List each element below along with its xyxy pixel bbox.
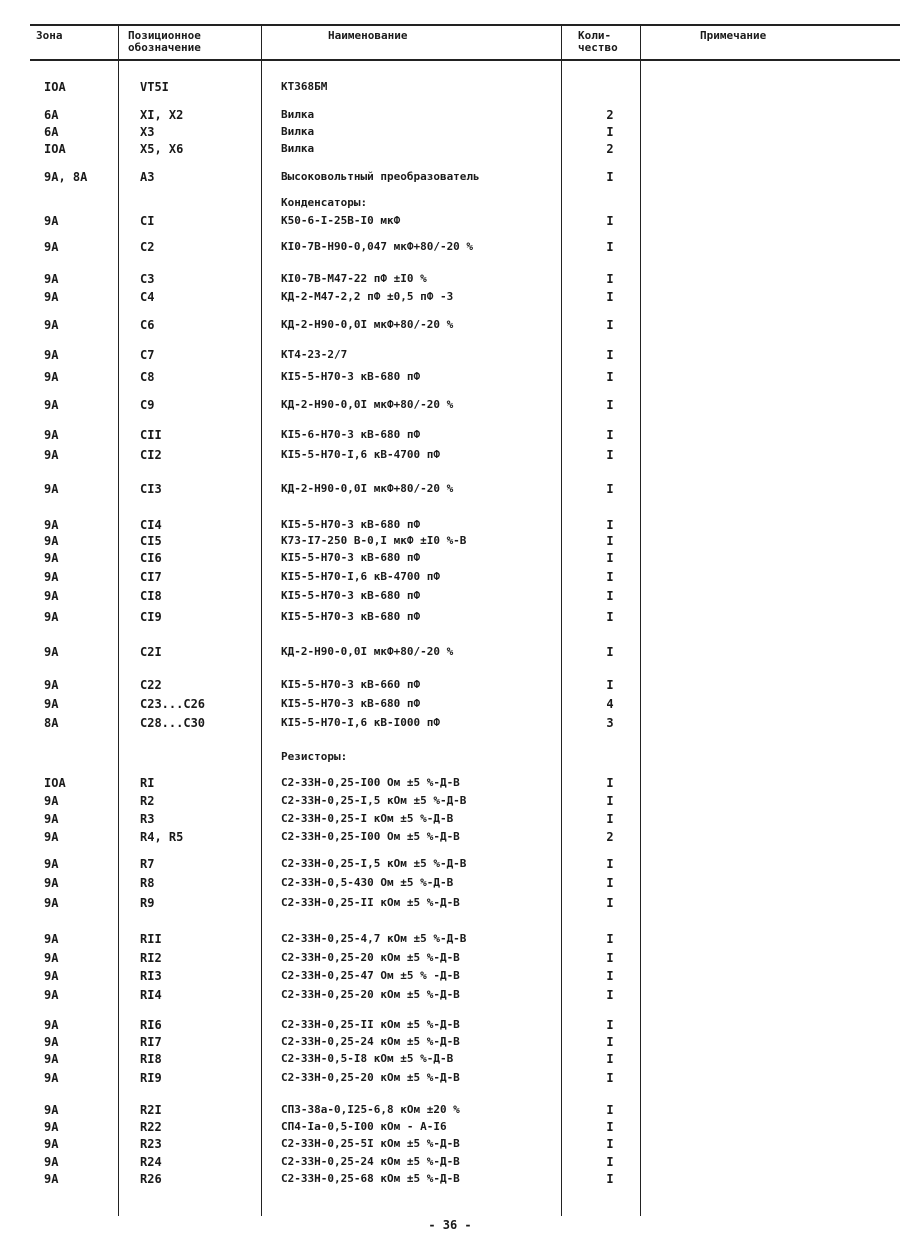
qty-cell: I <box>606 1052 614 1066</box>
section-capacitors: Конденсаторы: <box>281 196 368 209</box>
qty-cell: I <box>606 988 614 1002</box>
position-cell: CI8 <box>140 589 162 603</box>
table-row <box>0 589 900 607</box>
name-cell: C2-33H-0,25-20 кОм ±5 %-Д-B <box>281 951 460 964</box>
zone-cell: IOA <box>44 776 66 790</box>
qty-cell: I <box>606 610 614 624</box>
position-cell: RI6 <box>140 1018 162 1032</box>
zone-cell: 9A <box>44 645 59 659</box>
table-row <box>0 1120 900 1138</box>
qty-cell: I <box>606 448 614 462</box>
position-cell: CI5 <box>140 534 162 548</box>
qty-cell: 2 <box>606 830 614 844</box>
table-row <box>0 830 900 848</box>
table-row <box>0 448 900 466</box>
position-cell: CI4 <box>140 518 162 532</box>
table-row <box>0 645 900 663</box>
position-cell: X3 <box>140 125 155 139</box>
name-cell: KI5-5-H70-3 кВ-680 пФ <box>281 610 421 623</box>
position-cell: R2 <box>140 794 155 808</box>
position-cell: CII <box>140 428 162 442</box>
position-cell: C9 <box>140 398 155 412</box>
qty-cell: I <box>606 794 614 808</box>
position-cell: CI2 <box>140 448 162 462</box>
qty-cell: I <box>606 1071 614 1085</box>
qty-cell: I <box>606 1018 614 1032</box>
zone-cell: 9A <box>44 610 59 624</box>
qty-cell: I <box>606 272 614 286</box>
name-cell: C2-33H-0,25-I00 Ом ±5 %-Д-B <box>281 830 460 843</box>
name-cell: C2-33H-0,25-24 кОм ±5 %-Д-B <box>281 1155 460 1168</box>
name-cell: KI0-7B-M47-22 пФ ±I0 % <box>281 272 427 285</box>
zone-cell: 9A <box>44 812 59 826</box>
zone-cell: 9A <box>44 1155 59 1169</box>
table-row <box>0 1035 900 1053</box>
zone-cell: 9A <box>44 589 59 603</box>
table-row <box>0 482 900 500</box>
qty-cell: 2 <box>606 142 614 156</box>
position-cell: A3 <box>140 170 155 184</box>
name-cell: C2-33H-0,25-I кОм ±5 %-Д-B <box>281 812 454 825</box>
qty-cell: I <box>606 290 614 304</box>
table-top-border <box>30 24 900 26</box>
qty-cell: I <box>606 857 614 871</box>
zone-cell: 9A <box>44 1120 59 1134</box>
table-row <box>0 370 900 388</box>
position-cell: R8 <box>140 876 155 890</box>
qty-cell: I <box>606 876 614 890</box>
name-cell: KД-2-H90-0,0I мкФ+80/-20 % <box>281 482 454 495</box>
table-row <box>0 570 900 588</box>
position-cell: C28...C30 <box>140 716 206 730</box>
zone-cell: 9A <box>44 678 59 692</box>
qty-cell: I <box>606 1172 614 1186</box>
table-row <box>0 610 900 628</box>
header-name: Наименование <box>328 29 408 42</box>
qty-cell: I <box>606 969 614 983</box>
position-cell: R2I <box>140 1103 162 1117</box>
zone-cell: 9A <box>44 1035 59 1049</box>
position-cell: RI9 <box>140 1071 162 1085</box>
name-cell: KT4-23-2/7 <box>281 348 348 361</box>
position-cell: C7 <box>140 348 155 362</box>
header-zone: Зона <box>36 29 63 42</box>
zone-cell: 9A <box>44 1018 59 1032</box>
position-cell: RI8 <box>140 1052 162 1066</box>
zone-cell: 9A <box>44 448 59 462</box>
position-cell: R22 <box>140 1120 162 1134</box>
name-cell: C2-33H-0,25-II кОм ±5 %-Д-B <box>281 896 460 909</box>
qty-cell: I <box>606 589 614 603</box>
qty-cell: I <box>606 518 614 532</box>
zone-cell: IOA <box>44 142 66 156</box>
position-cell: CI6 <box>140 551 162 565</box>
qty-cell: 2 <box>606 108 614 122</box>
qty-cell: I <box>606 551 614 565</box>
name-cell: KД-2-H90-0,0I мкФ+80/-20 % <box>281 318 454 331</box>
name-cell: Высоковольтный преобразователь <box>281 170 480 183</box>
position-cell: CI7 <box>140 570 162 584</box>
qty-cell: I <box>606 170 614 184</box>
table-row <box>0 1018 900 1036</box>
zone-cell: 9A <box>44 272 59 286</box>
zone-cell: 9A <box>44 857 59 871</box>
qty-cell: I <box>606 812 614 826</box>
table-row <box>0 932 900 950</box>
zone-cell: 9A <box>44 1071 59 1085</box>
header-position: Позиционное обозначение <box>128 29 201 54</box>
position-cell: CI9 <box>140 610 162 624</box>
name-cell: KI5-5-H70-3 кВ-680 пФ <box>281 518 421 531</box>
position-cell: R9 <box>140 896 155 910</box>
qty-cell: I <box>606 896 614 910</box>
zone-cell: 9A <box>44 697 59 711</box>
table-row <box>0 812 900 830</box>
position-cell: RI7 <box>140 1035 162 1049</box>
zone-cell: 6A <box>44 125 59 139</box>
name-cell: C2-33H-0,25-24 кОм ±5 %-Д-B <box>281 1035 460 1048</box>
table-row <box>0 951 900 969</box>
name-cell: KI0-7B-H90-0,047 мкФ+80/-20 % <box>281 240 474 253</box>
table-row <box>0 428 900 446</box>
zone-cell: 9A, 8A <box>44 170 88 184</box>
qty-cell: I <box>606 1120 614 1134</box>
table-row <box>0 896 900 914</box>
name-cell: Вилка <box>281 125 315 138</box>
table-row <box>0 80 900 98</box>
qty-cell: I <box>606 932 614 946</box>
table-row <box>0 318 900 336</box>
zone-cell: 9A <box>44 214 59 228</box>
qty-cell: I <box>606 125 614 139</box>
table-row <box>0 1103 900 1121</box>
name-cell: KI5-5-H70-I,6 кВ-I000 пФ <box>281 716 440 729</box>
name-cell: KД-2-H90-0,0I мкФ+80/-20 % <box>281 398 454 411</box>
position-cell: RI <box>140 776 155 790</box>
zone-cell: 9A <box>44 240 59 254</box>
name-cell: C2-33H-0,25-I00 Ом ±5 %-Д-B <box>281 776 460 789</box>
table-row <box>0 876 900 894</box>
name-cell: СП4-Iа-0,5-I00 кОм - A-I6 <box>281 1120 447 1133</box>
name-cell: C2-33H-0,25-I,5 кОм ±5 %-Д-B <box>281 857 467 870</box>
table-row <box>0 272 900 290</box>
zone-cell: 9A <box>44 398 59 412</box>
zone-cell: 9A <box>44 570 59 584</box>
name-cell: KД-2-M47-2,2 пФ ±0,5 пФ -3 <box>281 290 454 303</box>
name-cell: KI5-5-H70-3 кВ-680 пФ <box>281 697 421 710</box>
qty-cell: I <box>606 428 614 442</box>
name-cell: C2-33H-0,25-47 Ом ±5 % -Д-B <box>281 969 460 982</box>
table-row <box>0 678 900 696</box>
table-row <box>0 1172 900 1190</box>
table-row <box>0 776 900 794</box>
table-row <box>0 794 900 812</box>
qty-cell: I <box>606 534 614 548</box>
table-row <box>0 125 900 143</box>
zone-cell: 9A <box>44 534 59 548</box>
zone-cell: 9A <box>44 988 59 1002</box>
table-row <box>0 1052 900 1070</box>
table-row <box>0 969 900 987</box>
name-cell: KI5-5-H70-3 кВ-680 пФ <box>281 370 421 383</box>
qty-cell: I <box>606 645 614 659</box>
qty-cell: I <box>606 951 614 965</box>
name-cell: Вилка <box>281 108 315 121</box>
position-cell: C22 <box>140 678 162 692</box>
position-cell: RII <box>140 932 162 946</box>
position-cell: R23 <box>140 1137 162 1151</box>
header-qty: Коли- чество <box>578 29 618 54</box>
name-cell: СП3-38а-0,I25-6,8 кОм ±20 % <box>281 1103 460 1116</box>
table-row <box>0 170 900 188</box>
zone-cell: 9A <box>44 896 59 910</box>
zone-cell: 9A <box>44 348 59 362</box>
position-cell: CI3 <box>140 482 162 496</box>
zone-cell: 9A <box>44 932 59 946</box>
position-cell: R26 <box>140 1172 162 1186</box>
zone-cell: 9A <box>44 551 59 565</box>
name-cell: K50-6-I-25B-I0 мкФ <box>281 214 401 227</box>
name-cell: KT368БM <box>281 80 328 93</box>
zone-cell: 8A <box>44 716 59 730</box>
name-cell: KI5-5-H70-I,6 кВ-4700 пФ <box>281 570 440 583</box>
zone-cell: 9A <box>44 518 59 532</box>
table-row <box>0 716 900 734</box>
page-number: - 36 - <box>428 1218 472 1232</box>
name-cell: C2-33H-0,25-4,7 кОм ±5 %-Д-B <box>281 932 467 945</box>
zone-cell: 9A <box>44 876 59 890</box>
position-cell: C2I <box>140 645 162 659</box>
table-row <box>0 398 900 416</box>
table-row <box>0 1155 900 1173</box>
qty-cell: 4 <box>606 697 614 711</box>
name-cell: C2-33H-0,25-68 кОм ±5 %-Д-B <box>281 1172 460 1185</box>
table-row <box>0 988 900 1006</box>
name-cell: C2-33H-0,25-I,5 кОм ±5 %-Д-B <box>281 794 467 807</box>
name-cell: KI5-5-H70-3 кВ-680 пФ <box>281 589 421 602</box>
position-cell: C23...C26 <box>140 697 206 711</box>
zone-cell: 9A <box>44 1103 59 1117</box>
name-cell: C2-33H-0,25-20 кОм ±5 %-Д-B <box>281 988 460 1001</box>
qty-cell: 3 <box>606 716 614 730</box>
table-row <box>0 1071 900 1089</box>
position-cell: R24 <box>140 1155 162 1169</box>
name-cell: KI5-6-H70-3 кВ-680 пФ <box>281 428 421 441</box>
position-cell: XI, X2 <box>140 108 184 122</box>
name-cell: KI5-5-H70-3 кВ-660 пФ <box>281 678 421 691</box>
qty-cell: I <box>606 370 614 384</box>
zone-cell: 9A <box>44 951 59 965</box>
name-cell: KД-2-H90-0,0I мкФ+80/-20 % <box>281 645 454 658</box>
zone-cell: 9A <box>44 318 59 332</box>
table-row <box>0 348 900 366</box>
qty-cell: I <box>606 240 614 254</box>
position-cell: C2 <box>140 240 155 254</box>
table-row <box>0 1137 900 1155</box>
zone-cell: 9A <box>44 428 59 442</box>
name-cell: C2-33H-0,25-5I кОм ±5 %-Д-B <box>281 1137 460 1150</box>
qty-cell: I <box>606 1137 614 1151</box>
position-cell: C6 <box>140 318 155 332</box>
name-cell: K73-I7-250 B-0,I мкФ ±I0 %-B <box>281 534 467 547</box>
zone-cell: 9A <box>44 794 59 808</box>
zone-cell: 9A <box>44 1172 59 1186</box>
position-cell: X5, X6 <box>140 142 184 156</box>
name-cell: C2-33H-0,25-II кОм ±5 %-Д-B <box>281 1018 460 1031</box>
zone-cell: 9A <box>44 370 59 384</box>
table-row <box>0 857 900 875</box>
name-cell: Вилка <box>281 142 315 155</box>
table-row <box>0 108 900 126</box>
position-cell: RI3 <box>140 969 162 983</box>
table-row <box>0 142 900 160</box>
table-row <box>0 534 900 552</box>
zone-cell: 9A <box>44 1137 59 1151</box>
name-cell: C2-33H-0,25-20 кОм ±5 %-Д-B <box>281 1071 460 1084</box>
position-cell: R3 <box>140 812 155 826</box>
table-row <box>0 551 900 569</box>
qty-cell: I <box>606 1103 614 1117</box>
position-cell: CI <box>140 214 155 228</box>
section-resistors: Резисторы: <box>281 750 348 763</box>
name-cell: KI5-5-H70-3 кВ-680 пФ <box>281 551 421 564</box>
qty-cell: I <box>606 776 614 790</box>
name-cell: C2-33H-0,5-430 Ом ±5 %-Д-B <box>281 876 454 889</box>
zone-cell: 9A <box>44 969 59 983</box>
qty-cell: I <box>606 570 614 584</box>
header-bottom-border <box>30 59 900 61</box>
zone-cell: 9A <box>44 1052 59 1066</box>
position-cell: C4 <box>140 290 155 304</box>
position-cell: C3 <box>140 272 155 286</box>
position-cell: C8 <box>140 370 155 384</box>
name-cell: C2-33H-0,5-I8 кОм ±5 %-Д-B <box>281 1052 454 1065</box>
table-row <box>0 697 900 715</box>
zone-cell: 9A <box>44 830 59 844</box>
qty-cell: I <box>606 214 614 228</box>
zone-cell: 9A <box>44 482 59 496</box>
position-cell: VT5I <box>140 80 169 94</box>
table-row <box>0 240 900 258</box>
header-note: Примечание <box>700 29 767 42</box>
qty-cell: I <box>606 398 614 412</box>
table-row <box>0 214 900 232</box>
qty-cell: I <box>606 482 614 496</box>
table-row <box>0 290 900 308</box>
position-cell: RI4 <box>140 988 162 1002</box>
qty-cell: I <box>606 1035 614 1049</box>
zone-cell: 6A <box>44 108 59 122</box>
zone-cell: IOA <box>44 80 66 94</box>
position-cell: R7 <box>140 857 155 871</box>
qty-cell: I <box>606 678 614 692</box>
position-cell: RI2 <box>140 951 162 965</box>
name-cell: KI5-5-H70-I,6 кВ-4700 пФ <box>281 448 440 461</box>
qty-cell: I <box>606 348 614 362</box>
position-cell: R4, R5 <box>140 830 184 844</box>
qty-cell: I <box>606 1155 614 1169</box>
qty-cell: I <box>606 318 614 332</box>
zone-cell: 9A <box>44 290 59 304</box>
